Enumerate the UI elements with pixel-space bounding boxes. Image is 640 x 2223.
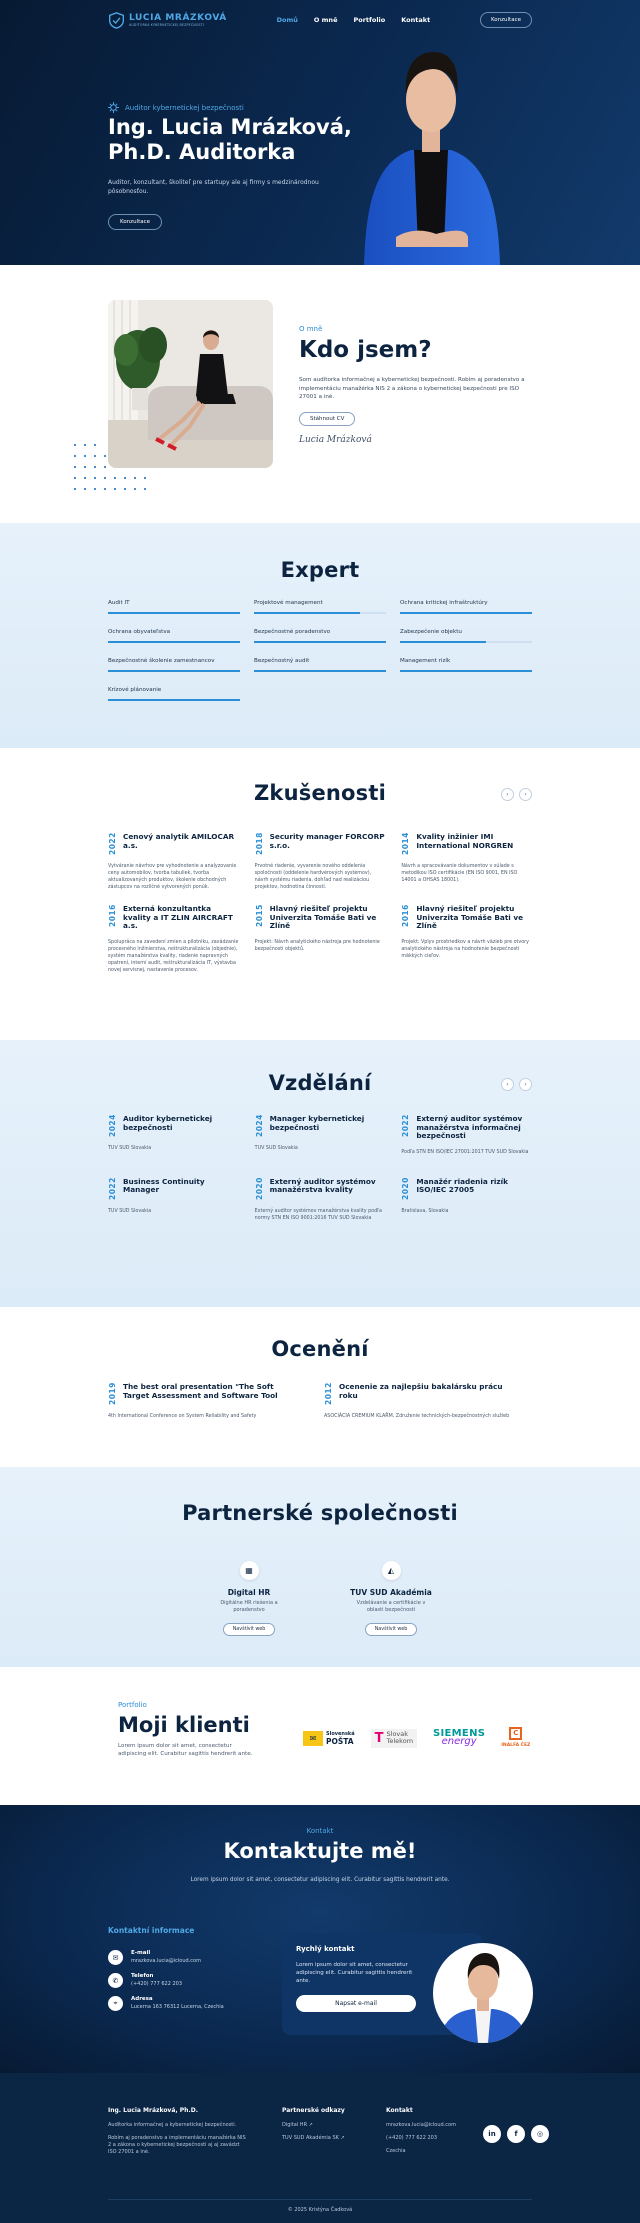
visit-website-button[interactable]: Navštívit web [223,1623,276,1636]
partner-name: Digital HR [227,1588,271,1597]
skill-bar-fill [108,670,240,672]
item-text: Externý auditor systémov manažérstva kvality podľa normy STN EN ISO 9001:2016 TUV SUD Slovakia [254,1208,382,1221]
education-item-head [255,1115,386,1137]
skill-label: Krízové plánovanie [108,687,162,693]
copyright: © 2025 Kristýna Čadková [287,2207,353,2213]
education-item-head [401,1178,532,1200]
skill-bar [108,670,240,672]
hero-title-line2: Ph.D. Auditorka [108,140,296,164]
footer-col-contact [386,2107,456,2155]
siemens-line1: SIEMENS [433,1728,486,1739]
skill-label: Audit IT [108,600,130,606]
education-item-head [401,1115,532,1141]
graduation-cap-icon: ◭ [382,1561,401,1580]
logo[interactable] [108,12,227,29]
partner-desc: Vzdelávanie a certifikácie v oblasti bezpečnosti [356,1600,426,1613]
item-text: Prvotné riadenie, vyvarenie nového oddelenia spoločnosti (oddelenie hardvérových systémov), návrh systému riadenia, dohľad nad realizáciou projektov, hodnotina činností. [254,864,372,890]
next-arrow-icon[interactable]: › [519,788,532,801]
skill-item [108,629,240,643]
quick-contact-title: Rychlý kontakt [296,1945,355,1953]
skill-item [254,600,386,614]
partner-cards [108,1561,532,1636]
contact-title: Kontaktujte mě! [223,1839,417,1863]
quick-contact-text: Lorem ipsum dolor sit amet, consectetur adipiscing elit. Curabitur sagittis hendrerit ante. [296,1962,413,1984]
skill-item [108,687,240,701]
visit-website-button[interactable]: Navštívit web [365,1623,418,1636]
education-item [108,1178,239,1222]
partner-desc: Digitálne HR riešenia a poradenstvo [220,1600,278,1613]
skill-item [254,658,386,672]
footer-col-about [108,2107,248,2156]
footer-partners-title: Partnerské odkazy [282,2107,345,2114]
skill-bar-fill [108,641,240,643]
year-label: 2014 [401,832,411,855]
hero-consultation-button[interactable]: Konzultace [108,214,162,230]
experience-item-head [108,905,239,931]
contact-email[interactable] [108,1950,224,1965]
education-item-head [108,1115,239,1137]
contact-portrait [433,1943,533,2043]
item-title: Auditor kybernetickej bezpečnosti [123,1114,213,1132]
facebook-icon[interactable]: f [507,2125,525,2143]
client-logo-siemens [433,1730,485,1746]
education-arrows [501,1078,532,1091]
skill-label: Zabezpečenie objektu [400,629,462,635]
contact-section [0,1805,640,2073]
skill-bar [108,641,240,643]
footer-phone[interactable]: (+420) 777 622 203 [386,2135,438,2141]
linkedin-icon[interactable]: in [483,2125,501,2143]
social-links [483,2125,549,2143]
hero-title [108,115,368,165]
skill-bar [254,612,386,614]
footer-email[interactable]: mrazkova.lucia@icloud.com [386,2122,456,2128]
year-label: 2022 [401,1114,411,1137]
telekom-line1: Slovak [386,1730,409,1738]
awards-title: Ocenění [271,1337,369,1361]
skill-bar [254,670,386,672]
experience-item [108,905,239,974]
skill-item [254,629,386,643]
skill-bar-fill [400,612,532,614]
mail-icon: ✉ [108,1950,123,1965]
menu-item-home[interactable]: Domů [276,16,298,24]
posta-line2: POŠTA [326,1737,354,1746]
email-value: mrazkova.lucia@icloud.com [131,1958,201,1964]
skill-item [108,658,240,672]
item-title: Kvality inžinier IMI International NORGREN [416,832,514,850]
experience-item [401,905,532,974]
item-text: Bratislava, Slovakia [401,1208,449,1214]
contact-info-list [108,1950,224,2019]
skill-bar [108,612,240,614]
year-label: 2022 [108,1176,117,1200]
footer-contact-title: Kontakt [386,2107,413,2114]
about-description: Som audítorka informačnej a kybernetickej bezpečnosti. Robím aj poradenstvo a implementáciu manažérka NIS 2 a zákona o kybernetickej bezpečnosti pre ISO 27001 a iné. [299,377,525,400]
experience-item-head [401,833,532,855]
item-text: Vytváranie návrhov pre vyhodnotenie a analyzovanie ceny automobilov, tvorba tabuliek, tvorba aktualizovaných produktov, školenie obchodných zástupcov na rozličné vytvorených ponúk. [108,864,237,890]
menu-item-about[interactable]: O mně [313,16,338,24]
item-title: Externý auditor systémov manažérstva kvality [269,1176,376,1194]
nav-consultation-button[interactable]: Konzultace [480,12,532,28]
experience-item [108,833,239,891]
posta-line1: Slovenská [326,1731,355,1737]
skill-item [400,629,532,643]
footer-about-text2: Robím aj poradenstvo a implementáciu manažérka NIS 2 a zákona o kybernetickej bezpečnosti aj aj zavádzt ISO 27001 a iné. [108,2135,246,2155]
skill-label: Bezpečnostný audit [254,658,310,664]
footer-about-title: Ing. Lucia Mrázková, Ph.D. [108,2107,198,2114]
item-title: The best oral presentation "The Soft Target Assessment and Software Tool [123,1382,278,1400]
year-label: 2016 [108,904,117,927]
skill-label: Bezpečnostné poradenstvo [254,629,331,635]
item-title: Externá konzultantka kvality a IT ZLIN AIRCRAFT a.s. [123,904,233,930]
education-item [401,1115,532,1156]
clients-description: Lorem ipsum dolor sit amet, consectetur adipiscing elit. Curabitur sagittis hendrerit ante. [118,1743,253,1757]
skill-bar-fill [254,612,360,614]
partner-card [349,1561,433,1636]
education-item [108,1115,239,1156]
year-label: 2020 [401,1176,411,1200]
education-item [255,1178,386,1222]
awards-item [108,1383,296,1420]
item-title: Manažér riadenia rizík ISO/IEC 27005 [416,1176,509,1194]
contact-info-title: Kontaktní informace [108,1926,195,1935]
contact-kicker: Kontakt [306,1827,334,1835]
item-title: Cenový analytik AMILOCAR a.s. [123,832,235,850]
education-item [255,1115,386,1156]
education-header [108,1071,532,1095]
item-text: TUV SUD Slovakia [254,1146,298,1151]
skill-bar-fill [400,670,532,672]
inalfa-mark-icon: C [509,1727,522,1740]
partner-card [207,1561,291,1636]
client-logos [303,1727,530,1749]
about-photo [108,300,273,468]
item-title: Manager kybernetickej bezpečnosti [269,1114,365,1132]
item-title: Hlavný riešiteľ projektu Univerzita Tomáše Bati ve Zlíně [269,904,377,930]
signature: Lucia Mrázková [299,435,372,445]
item-text: TUV SUD Slovakia [108,1208,152,1214]
menu-item-portfolio[interactable]: Portfolio [353,16,386,24]
education-item [401,1178,532,1222]
experience-item-head [401,905,532,931]
expert-section [0,523,640,748]
education-section [0,1040,640,1307]
year-label: 2018 [254,832,264,855]
hero-description: Auditor, konzultant, školiteľ pre startupy ale aj firmy s medzinárodnou pôsobnosťou. [108,179,319,195]
logo-title: LUCIA MRÁZKOVÁ [129,13,227,23]
inalfa-line1: INALFA ČEZ [501,1743,531,1748]
education-item-head [255,1178,386,1200]
siemens-line2: energy [441,1736,477,1747]
year-label: 2015 [254,904,264,927]
posta-horn-icon: ✉ [303,1731,323,1746]
virus-icon [108,102,119,113]
item-title: Ocenenie za najlepšiu bakalársku prácu roku [339,1382,503,1400]
year-label: 2022 [108,832,117,855]
prev-arrow-icon[interactable]: ‹ [501,788,514,801]
item-text: Návrh a spracovávanie dokumentov v súlade s metodikou ISO certifikácie (EN ISO 9001, EN ISO 14001 a OHSAS 18001). [401,864,518,883]
download-cv-button[interactable]: Stáhnout CV [299,412,355,426]
skill-bar [400,641,532,643]
client-logo-telekom [371,1729,417,1748]
skill-bar-fill [108,612,240,614]
item-title: Business Continuity Manager [123,1176,205,1194]
shield-icon [108,12,125,29]
location-pin-icon: ⌖ [108,1996,123,2011]
item-title: Hlavný riešiteľ projektu Univerzita Tomáše Bati ve Zlíně [416,904,524,930]
footer-country: Czechia [386,2148,406,2154]
awards-item [324,1383,512,1420]
experience-item [401,833,532,891]
education-title: Vzdělání [268,1071,372,1095]
clients-section [0,1667,640,1805]
address-value: Lucerna 163 76312 Lucerna, Czechia [131,2004,224,2010]
expert-title: Expert [280,558,360,582]
year-label: 2024 [108,1114,117,1137]
skill-bar [400,612,532,614]
menu-item-contact[interactable]: Kontakt [401,16,431,24]
awards-item-head [108,1383,296,1405]
awards-section [0,1307,640,1467]
item-text: Projekt: Návrh analytického nástroja pre hodnotenie bezpečnosti objektů. [254,939,380,952]
skill-label: Ochrana kritickej infraštruktúry [400,600,488,606]
education-grid [108,1115,532,1222]
year-label: 2016 [401,904,411,927]
main-menu [277,16,431,24]
experience-item-head [108,833,239,855]
contact-subtitle: Lorem ipsum dolor sit amet, consectetur adipiscing elit. Curabitur sagittis hendrerit ante. [190,1877,450,1883]
experience-arrows [501,788,532,801]
prev-arrow-icon[interactable]: ‹ [501,1078,514,1091]
skill-label: Bezpečnostné školenie zamestnancov [108,658,215,664]
contact-phone[interactable] [108,1973,224,1988]
about-title: Kdo jsem? [299,337,432,363]
item-title: Security manager FORCORP s.r.o. [269,832,385,850]
footer-about-text1: Audítorka informačnej a kybernetickej bezpečnosti. [108,2122,237,2128]
telekom-t-icon: T [374,1730,384,1746]
footer [0,2073,640,2223]
year-label: 2024 [254,1114,264,1137]
skill-bar [400,670,532,672]
skill-label: Management rizík [400,658,451,664]
awards-item-head [324,1383,512,1405]
experience-item [255,833,386,891]
address-label: Adresa [131,1996,153,2002]
building-icon: ▦ [240,1561,259,1580]
experience-title: Zkušenosti [254,781,386,805]
hero-kicker [108,102,244,113]
item-text: ASOCIÁCIA CREMIUM KLAŘM, Združenie technických-bezpečnostných služieb [324,1414,510,1419]
item-title: Externý auditor systémov manažérstva informačnej bezpečnosti [416,1114,523,1140]
about-section [0,265,640,525]
hero-title-line1: Ing. Lucia Mrázková, [108,115,352,139]
item-text: Spolupráca na zavedení zmien a pilotniku, zavádzanie procesného inžinierstva, reštrukturalizácia (objednie), systém manažérstva kvality, riadenie napravných opatrení, interní audit, reštrukturalizácia IT, výstavba novej servisnej, nastavenie procesov. [108,939,239,973]
skill-item [400,600,532,614]
email-label: E-mail [131,1950,151,1956]
skill-bar-fill [254,641,386,643]
instagram-icon[interactable]: ◎ [531,2125,549,2143]
about-kicker: O mně [299,325,323,333]
logo-subtitle: AUDITORKA KYBERNETICKEJ BEZPEČNOSTI [129,23,205,27]
phone-icon: ✆ [108,1973,123,1988]
skill-bar-fill [254,670,386,672]
experience-grid [108,833,532,974]
footer-link-tuv-sud[interactable]: TUV SUD Akadémia SK ↗ [282,2135,345,2141]
client-logo-posta [303,1731,355,1746]
next-arrow-icon[interactable]: › [519,1078,532,1091]
skill-item [400,658,532,672]
footer-col-partners [282,2107,345,2142]
item-text: Projekt: Vplyv prostriedkov a návrh väzieb pre otvory analytického nástroja na hodnotenie bezpečnosti mäkkých cieľov. [401,939,529,959]
partners-title: Partnerské společnosti [182,1501,458,1525]
item-text: 4th International Conference on System Reliability and Safety [108,1414,257,1419]
skill-bar-fill [400,641,486,643]
experience-item-head [255,905,386,931]
item-text: Podľa STN EN ISO/IEC 27001:2017 TUV SUD Slovakia [401,1149,529,1155]
item-text: TUV SUD Slovakia [108,1146,152,1151]
skills-grid [108,600,532,701]
awards-grid [108,1383,512,1420]
experience-header [108,781,532,805]
phone-label: Telefon [131,1973,154,1979]
skill-bar [254,641,386,643]
write-email-button[interactable]: Napsat e-mail [296,1995,416,2012]
year-label: 2012 [324,1382,333,1405]
client-logo-inalfa [501,1727,530,1749]
skill-item [108,600,240,614]
skill-bar-fill [108,699,240,701]
hero-kicker-text: Auditor kybernetickej bezpečnosti [125,103,244,112]
skill-label: Projektové management [254,600,323,606]
year-label: 2020 [254,1176,264,1200]
contact-address [108,1996,224,2011]
year-label: 2019 [108,1382,117,1405]
clients-title: Moji klienti [118,1713,250,1737]
experience-item [255,905,386,974]
skill-label: Ochrana obyvateľstva [108,629,171,635]
experience-section [0,748,640,1040]
partners-section [0,1467,640,1667]
top-nav [108,0,532,40]
footer-link-digital-hr[interactable]: Digital HR ↗ [282,2122,313,2128]
hero-portrait [356,42,506,265]
hero-section [0,0,640,265]
telekom-line2: Telekom [386,1737,414,1745]
phone-value: (+420) 777 622 203 [131,1981,183,1987]
experience-item-head [255,833,386,855]
skill-bar [108,699,240,701]
clients-kicker: Portfolio [118,1701,147,1709]
partner-name: TUV SUD Akadémia [350,1588,432,1597]
education-item-head [108,1178,239,1200]
